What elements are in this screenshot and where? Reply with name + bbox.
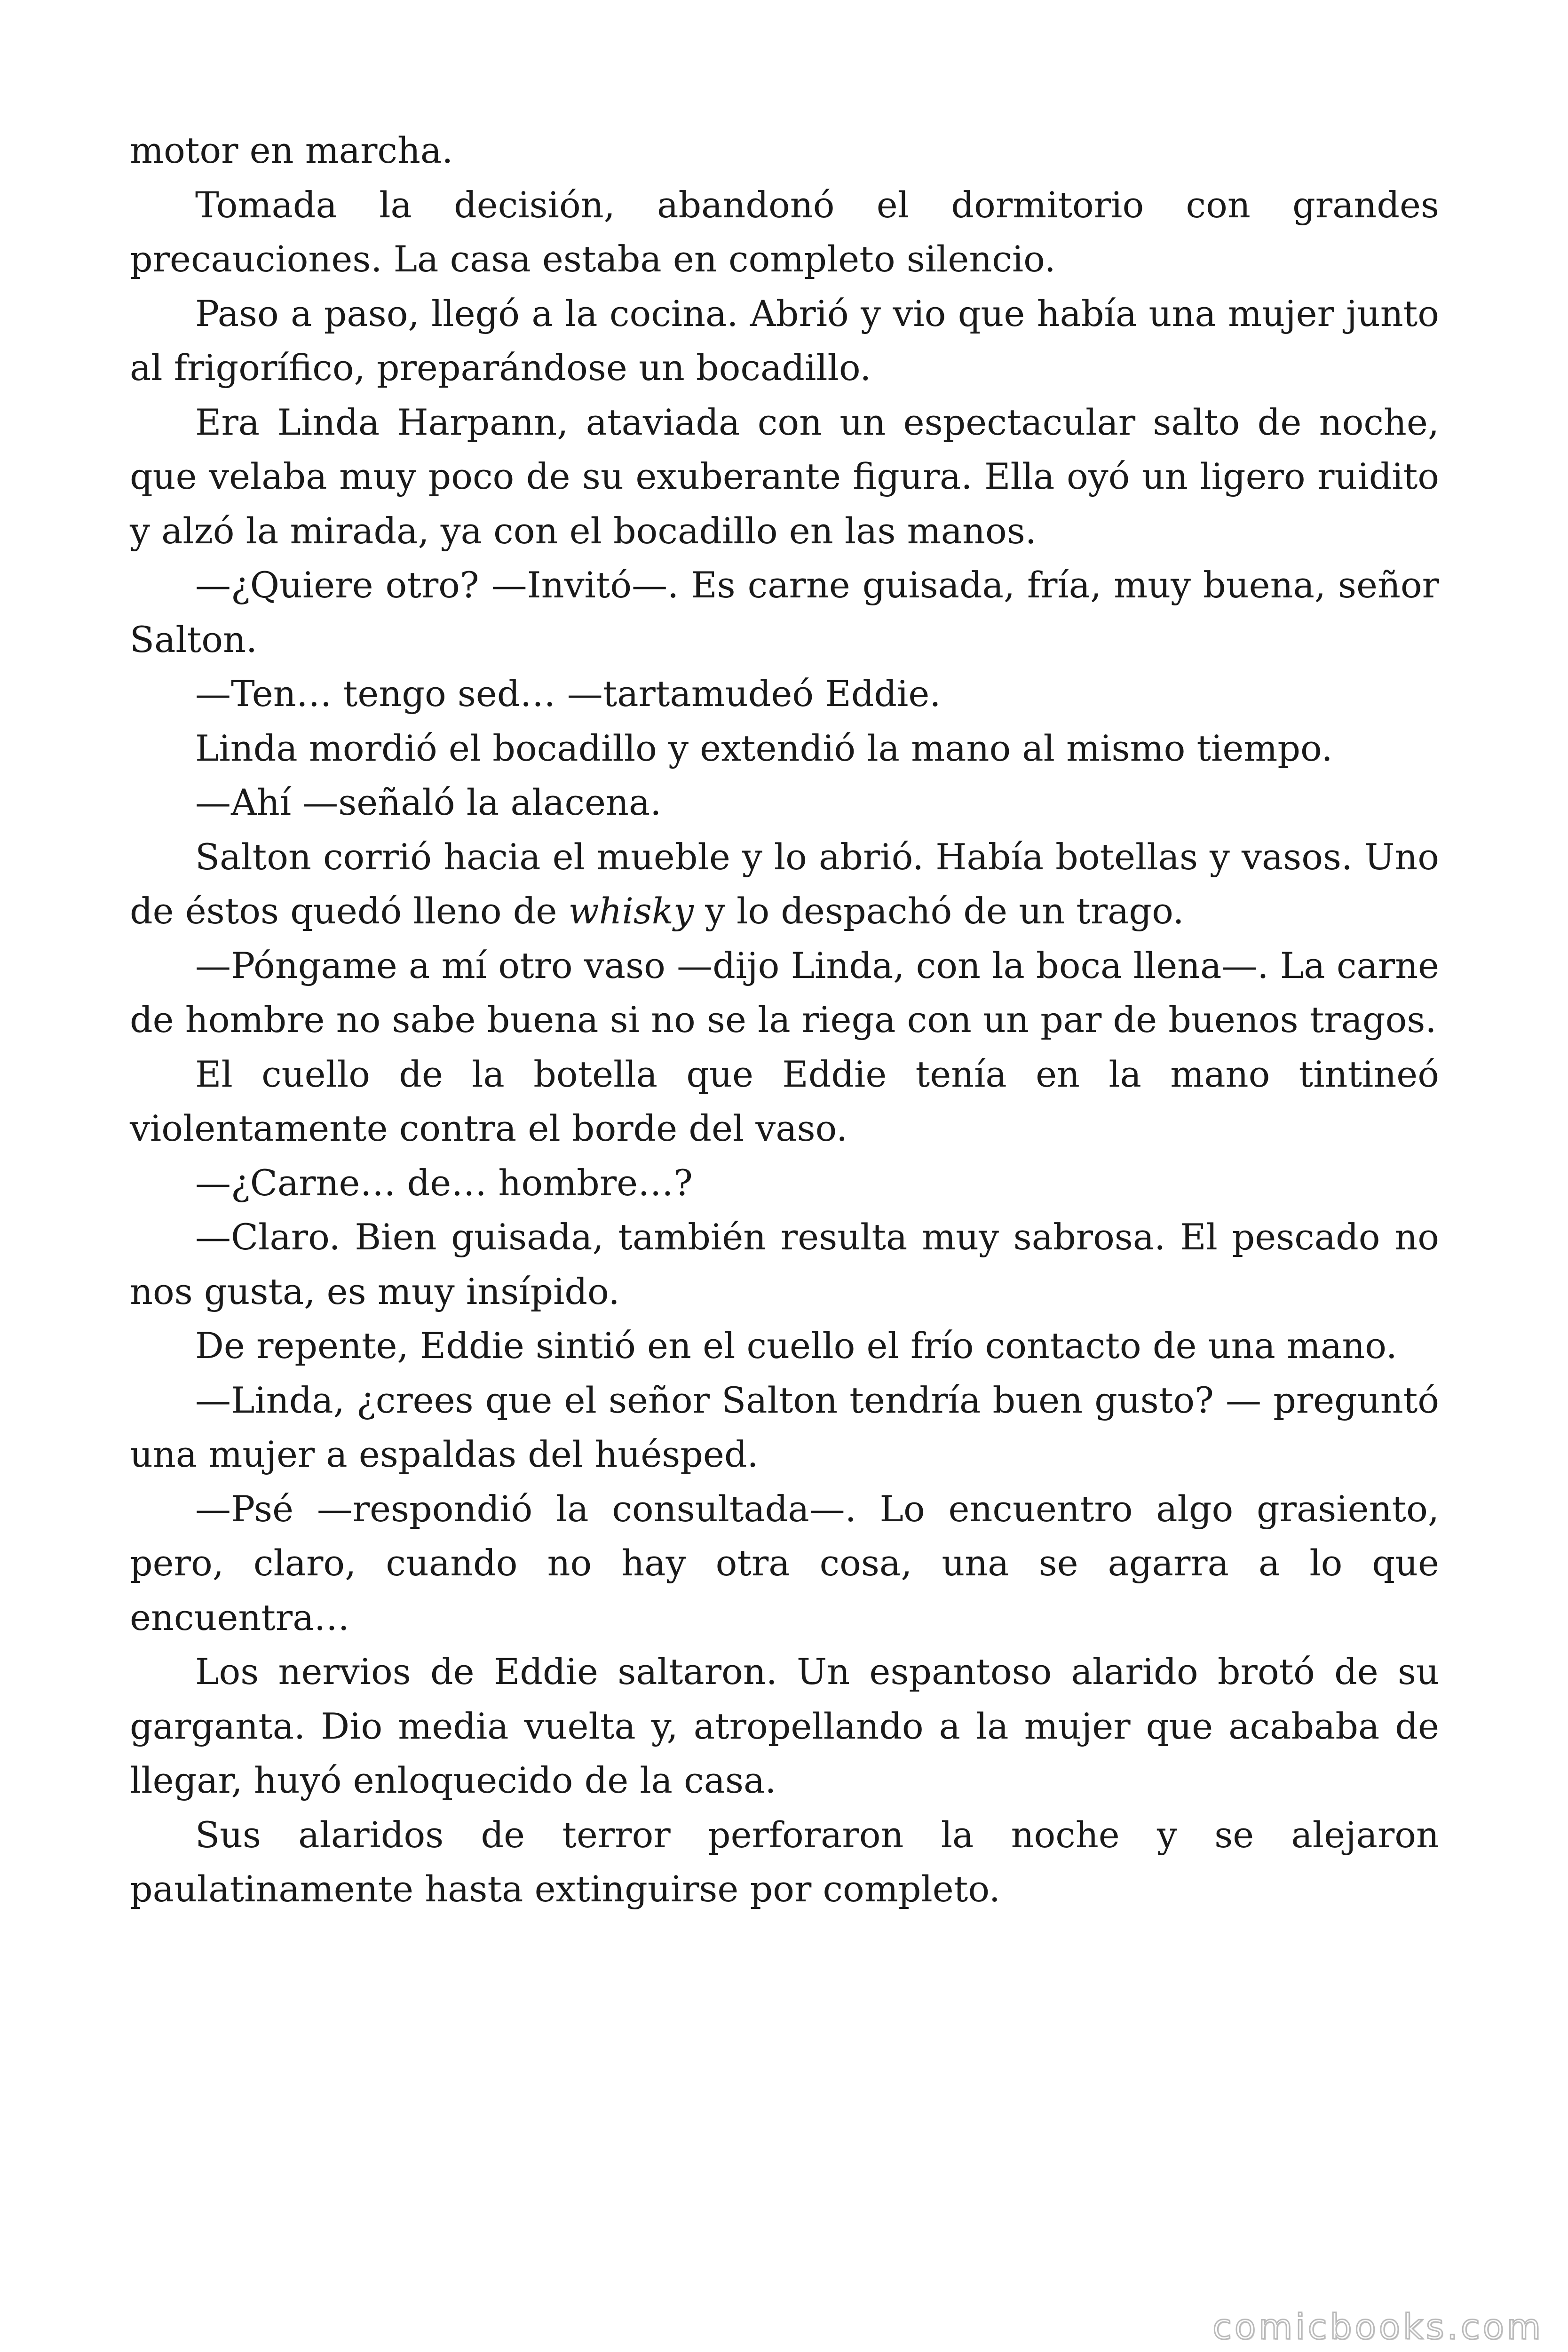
dialogue-paragraph: —Ahí —señaló la alacena. bbox=[195, 781, 662, 823]
paragraph: Los nervios de Eddie saltaron. Un espantoso alarido brotó de su garganta. Dio media vuelta y, atropellando a la mujer que acababa de llegar, huyó enloquecido de la casa. bbox=[130, 1651, 1439, 1801]
paragraph: Era Linda Harpann, ataviada con un espectacular salto de noche, que velaba muy poco de su exuberante figura. Ella oyó un ligero ruidito y alzó la mirada, ya con el bocadillo en las manos. bbox=[130, 401, 1439, 552]
paragraph: Paso a paso, llegó a la cocina. Abrió y vio que había una mujer junto al frigorífico, preparándose un bocadillo. bbox=[130, 292, 1439, 389]
paragraph: De repente, Eddie sintió en el cuello el frío contacto de una mano. bbox=[195, 1325, 1397, 1367]
page-text-body bbox=[130, 123, 1439, 1916]
paragraph: Linda mordió el bocadillo y extendió la mano al mismo tiempo. bbox=[195, 727, 1333, 769]
paragraph-with-italic bbox=[130, 830, 1439, 938]
italic-word: whisky bbox=[568, 890, 694, 932]
paragraph-text-after: y lo despachó de un trago. bbox=[693, 890, 1184, 932]
paragraph-text-before: Salton corrió hacia el mueble y lo abrió. Había botellas y vasos. Uno de éstos quedó lleno de bbox=[130, 835, 1439, 932]
dialogue-paragraph: —¿Carne… de… hombre…? bbox=[195, 1161, 693, 1204]
paragraph-continuation: motor en marcha. bbox=[130, 129, 453, 171]
dialogue-paragraph: —Linda, ¿crees que el señor Salton tendría buen gusto? — preguntó una mujer a espaldas del huésped. bbox=[130, 1379, 1439, 1475]
dialogue-paragraph: —Ten… tengo sed… —tartamudeó Eddie. bbox=[195, 673, 941, 715]
paragraph: Sus alaridos de terror perforaron la noche y se alejaron paulatinamente hasta extinguirse por completo. bbox=[130, 1813, 1439, 1910]
dialogue-paragraph: —Claro. Bien guisada, también resulta muy sabrosa. El pescado no nos gusta, es muy insípido. bbox=[130, 1216, 1439, 1312]
watermark-text: comicbooks.com bbox=[1212, 2307, 1544, 2347]
dialogue-paragraph: —¿Quiere otro? —Invitó—. Es carne guisada, fría, muy buena, señor Salton. bbox=[130, 564, 1439, 660]
paragraph: El cuello de la botella que Eddie tenía en la mano tintineó violentamente contra el borde del vaso. bbox=[130, 1053, 1439, 1149]
dialogue-paragraph: —Psé —respondió la consultada—. Lo encuentro algo grasiento, pero, claro, cuando no hay otra cosa, una se agarra a lo que encuentra… bbox=[130, 1487, 1439, 1638]
paragraph: Tomada la decisión, abandonó el dormitorio con grandes precauciones. La casa estaba en completo silencio. bbox=[130, 183, 1439, 280]
dialogue-paragraph: —Póngame a mí otro vaso —dijo Linda, con la boca llena—. La carne de hombre no sabe buena si no se la riega con un par de buenos tragos. bbox=[130, 944, 1439, 1041]
